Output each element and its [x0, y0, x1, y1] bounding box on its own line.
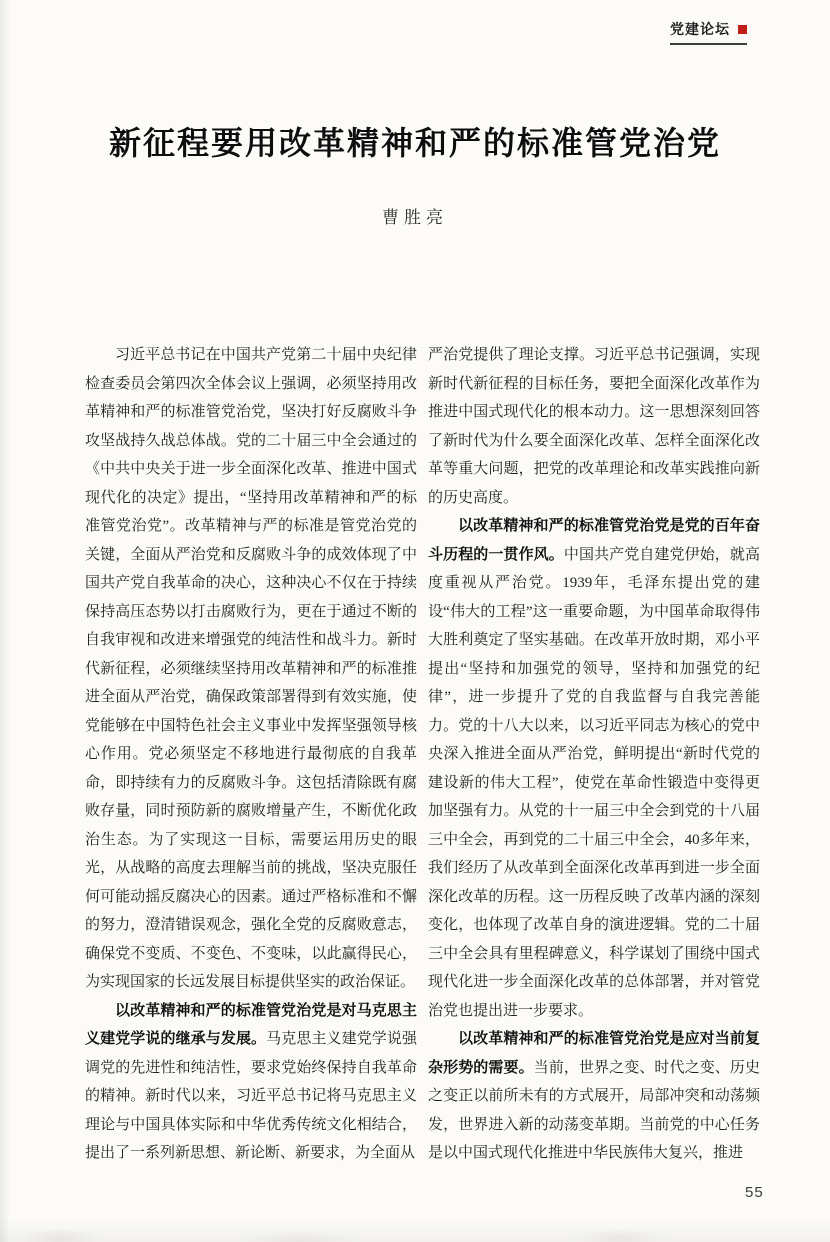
paragraph-text: 当前，世界之变、时代之变、历史之变正以前所未有的方式展开，局部冲突和动荡频发，世界进入新的动荡变革期。当前党的中心任务是以中国式现代化推进中华民族伟大复兴，推进: [428, 1059, 760, 1161]
paragraph: [85, 997, 417, 1168]
paragraph-text: 严治党提供了理论支撑。习近平总书记强调，实现新时代新征程的目标任务，要把全面深化改革作为推进中国式现代化的根本动力。这一思想深刻回答了新时代为什么要全面深化改革、怎样全面深化改革等重大问题，把党的改革理论和改革实践推向新的历史高度。: [428, 347, 760, 506]
paragraph-text: 马克思主义建党学说强调党的先进性和纯洁性，要求党始终保持自我革命的精神。新时代以来，习近平总书记将马克思主义理论与中国具体实际和中华优秀传统文化相结合，提出了一系列新思想、新论断、新要求，为全面从: [85, 1031, 417, 1161]
section-label: 党建论坛: [670, 21, 730, 37]
red-square-icon: [738, 25, 747, 34]
right-column: [428, 341, 760, 1168]
article-author: 曹胜亮: [382, 208, 448, 227]
paragraph-text: 习近平总书记在中国共产党第二十届中央纪律检查委员会第四次全体会议上强调，必须坚持用改革精神和严的标准管党治党，坚决打好反腐败斗争攻坚战持久战总体战。党的二十届三中全会通过的《中共中央关于进一步全面深化改革、推进中国式现代化的决定》提出，“坚持用改革精神和严的标准管党治党”。改革精神与严的标准是管党治党的关键，全面从严治党和反腐败斗争的成效体现了中国共产党自我革命的决心，这种决心不仅在于持续保持高压态势以打击腐败行为，更在于通过不断的自我审视和改进来增强党的纯洁性和战斗力。新时代新征程，必须继续坚持用改革精神和严的标准推进全面从严治党，确保政策部署得到有效实施，使党能够在中国特色社会主义事业中发挥坚强领导核心作用。党必须坚定不移地进行最彻底的自我革命，即持续有力的反腐败斗争。这包括清除既有腐败存量，同时预防新的腐败增量产生，不断优化政治生态。为了实现这一目标，需要运用历史的眼光，从战略的高度去理解当前的挑战，坚决克服任何可能动摇反腐决心的因素。通过严格标准和不懈的努力，澄清错误观念，强化全党的反腐败意志，确保党不变质、不变色、不变味，以此赢得民心，为实现国家的长远发展目标提供坚实的政治保证。: [85, 347, 417, 990]
paragraph: [428, 1025, 760, 1168]
paragraph-continuation: [428, 341, 760, 512]
paragraph-text: 中国共产党自建党伊始，就高度重视从严治党。1939年，毛泽东提出党的建设“伟大的工程”这一重要命题，为中国革命取得伟大胜利奠定了坚实基础。在改革开放时期，邓小平提出“坚持和加强党的领导，坚持和加强党的纪律”，进一步提升了党的自我监督与自我完善能力。党的十八大以来，以习近平同志为核心的党中央深入推进全面从严治党，鲜明提出“新时代党的建设新的伟大工程”，使党在革命性锻造中变得更加坚强有力。从党的十一届三中全会到党的十八届三中全会，再到党的二十届三中全会，40多年来，我们经历了从改革到全面深化改革再到进一步全面深化改革的历程。这一历程反映了改革内涵的深刻变化，也体现了改革自身的演进逻辑。党的二十届三中全会具有里程碑意义，科学谋划了围绕中国式现代化进一步全面深化改革的总体部署，并对管党治党也提出进一步要求。: [428, 546, 760, 1019]
section-header: [670, 22, 747, 45]
paragraph-lead-bold: 以改革精神和严的标准管党治党是党的百年奋斗历程的一贯作风。: [428, 517, 760, 563]
article-title: 新征程要用改革精神和严的标准管党治党: [108, 125, 721, 161]
paragraph-lead-bold: 以改革精神和严的标准管党治党是对马克思主义建党学说的继承与发展。: [85, 1001, 417, 1047]
page-number: 55: [745, 1184, 764, 1201]
paragraph-lead-bold: 以改革精神和严的标准管党治党是应对当前复杂形势的需要。: [428, 1030, 760, 1076]
paragraph: [85, 341, 417, 997]
paragraph: [428, 512, 760, 1025]
left-column: [85, 341, 417, 1168]
